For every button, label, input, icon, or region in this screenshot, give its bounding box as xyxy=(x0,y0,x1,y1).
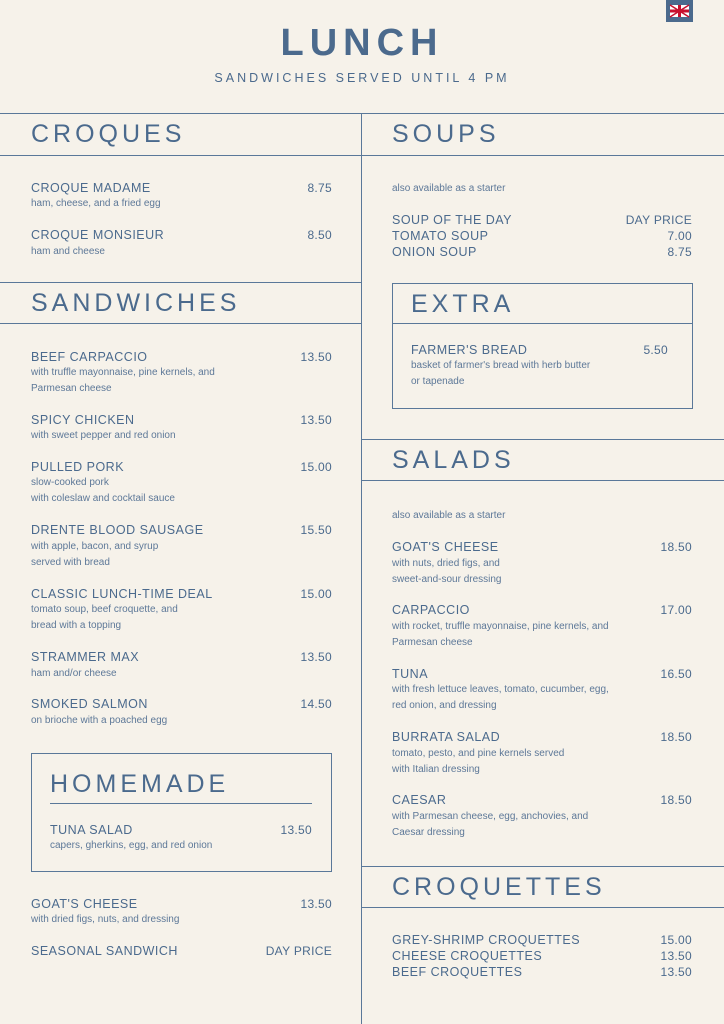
item-desc: with coleslaw and cocktail sauce xyxy=(31,493,175,504)
item-name: CARPACCIO xyxy=(392,603,470,617)
page-subtitle: SANDWICHES SERVED UNTIL 4 PM xyxy=(214,71,510,85)
item-name: SEASONAL SANDWICH xyxy=(31,944,178,958)
item-desc: with dried figs, nuts, and dressing xyxy=(31,914,180,925)
item-price: 8.50 xyxy=(307,228,332,242)
item-desc: ham and/or cheese xyxy=(31,668,117,679)
item-desc: on brioche with a poached egg xyxy=(31,715,168,726)
item-desc: Caesar dressing xyxy=(392,827,465,838)
divider xyxy=(0,323,362,324)
item-name: CHEESE CROQUETTES xyxy=(392,949,543,963)
uk-flag-icon[interactable] xyxy=(666,0,693,22)
item-name: CROQUE MADAME xyxy=(31,181,151,195)
section-note: also available as a starter xyxy=(392,510,506,521)
column-divider xyxy=(361,113,362,1024)
item-name: GOAT'S CHEESE xyxy=(31,897,138,911)
item-price: 14.50 xyxy=(300,697,332,711)
item-name: GOAT'S CHEESE xyxy=(392,540,499,554)
item-price: 17.00 xyxy=(660,603,692,617)
divider xyxy=(362,866,724,867)
item-name: TUNA SALAD xyxy=(50,823,133,837)
item-name: ONION SOUP xyxy=(392,245,477,259)
item-desc: capers, gherkins, egg, and red onion xyxy=(50,840,213,851)
item-desc: red onion, and dressing xyxy=(392,700,497,711)
section-title-croquettes: CROQUETTES xyxy=(392,873,606,901)
item-name: FARMER'S BREAD xyxy=(411,343,528,357)
divider xyxy=(50,803,312,804)
item-name: TOMATO SOUP xyxy=(392,229,489,243)
item-price: 18.50 xyxy=(660,793,692,807)
item-desc: with apple, bacon, and syrup xyxy=(31,541,159,552)
item-price: 8.75 xyxy=(667,245,692,259)
item-desc: with rocket, truffle mayonnaise, pine kernels, and xyxy=(392,621,609,632)
item-price: 5.50 xyxy=(643,343,668,357)
section-title-extra: EXTRA xyxy=(411,290,515,318)
item-name: BURRATA SALAD xyxy=(392,730,501,744)
item-price: 13.50 xyxy=(300,350,332,364)
divider xyxy=(0,155,362,156)
item-name: SMOKED SALMON xyxy=(31,697,148,711)
item-price: 15.00 xyxy=(660,933,692,947)
item-price: 16.50 xyxy=(660,667,692,681)
item-name: DRENTE BLOOD SAUSAGE xyxy=(31,523,204,537)
item-name: CROQUE MONSIEUR xyxy=(31,228,165,242)
item-desc: basket of farmer's bread with herb butter xyxy=(411,360,591,371)
divider xyxy=(362,907,724,908)
item-name: TUNA xyxy=(392,667,429,681)
item-price: 13.50 xyxy=(660,965,692,979)
section-title-homemade: HOMEMADE xyxy=(50,770,230,798)
item-desc: tomato soup, beef croquette, and xyxy=(31,604,178,615)
item-price: 13.50 xyxy=(660,949,692,963)
item-name: STRAMMER MAX xyxy=(31,650,140,664)
item-name: CLASSIC LUNCH-TIME DEAL xyxy=(31,587,213,601)
section-note: also available as a starter xyxy=(392,183,506,194)
item-desc: with truffle mayonnaise, pine kernels, and xyxy=(31,367,215,378)
divider xyxy=(362,439,724,440)
item-price: 18.50 xyxy=(660,540,692,554)
item-desc: ham, cheese, and a fried egg xyxy=(31,198,161,209)
item-price: DAY PRICE xyxy=(625,213,692,227)
item-name: SPICY CHICKEN xyxy=(31,413,135,427)
divider xyxy=(392,323,693,324)
item-name: CAESAR xyxy=(392,793,447,807)
divider xyxy=(362,155,724,156)
item-name: BEEF CROQUETTES xyxy=(392,965,523,979)
item-desc: with nuts, dried figs, and xyxy=(392,558,500,569)
item-price: 13.50 xyxy=(280,823,312,837)
divider xyxy=(0,113,724,114)
item-name: SOUP OF THE DAY xyxy=(392,213,513,227)
divider xyxy=(0,282,362,283)
item-price: 18.50 xyxy=(660,730,692,744)
item-name: BEEF CARPACCIO xyxy=(31,350,148,364)
item-price: 13.50 xyxy=(300,897,332,911)
page-title: LUNCH xyxy=(280,22,444,64)
item-desc: with fresh lettuce leaves, tomato, cucumber, egg, xyxy=(392,684,609,695)
item-desc: or tapenade xyxy=(411,376,465,387)
section-title-salads: SALADS xyxy=(392,446,515,474)
divider xyxy=(362,480,724,481)
item-price: 7.00 xyxy=(667,229,692,243)
item-price: 13.50 xyxy=(300,413,332,427)
item-price: 13.50 xyxy=(300,650,332,664)
item-price: DAY PRICE xyxy=(265,944,332,958)
item-desc: bread with a topping xyxy=(31,620,122,631)
item-price: 15.00 xyxy=(300,460,332,474)
item-price: 15.50 xyxy=(300,523,332,537)
item-desc: Parmesan cheese xyxy=(31,383,112,394)
item-name: GREY-SHRIMP CROQUETTES xyxy=(392,933,581,947)
item-desc: slow-cooked pork xyxy=(31,477,109,488)
item-desc: served with bread xyxy=(31,557,110,568)
item-desc: with Parmesan cheese, egg, anchovies, and xyxy=(392,811,589,822)
item-desc: tomato, pesto, and pine kernels served xyxy=(392,748,565,759)
item-price: 15.00 xyxy=(300,587,332,601)
item-desc: with sweet pepper and red onion xyxy=(31,430,176,441)
section-title-soups: SOUPS xyxy=(392,120,500,148)
section-title-sandwiches: SANDWICHES xyxy=(31,289,241,317)
section-title-croques: CROQUES xyxy=(31,120,186,148)
item-desc: ham and cheese xyxy=(31,246,105,257)
item-desc: sweet-and-sour dressing xyxy=(392,574,502,585)
item-name: PULLED PORK xyxy=(31,460,125,474)
item-desc: Parmesan cheese xyxy=(392,637,473,648)
item-desc: with Italian dressing xyxy=(392,764,480,775)
item-price: 8.75 xyxy=(307,181,332,195)
